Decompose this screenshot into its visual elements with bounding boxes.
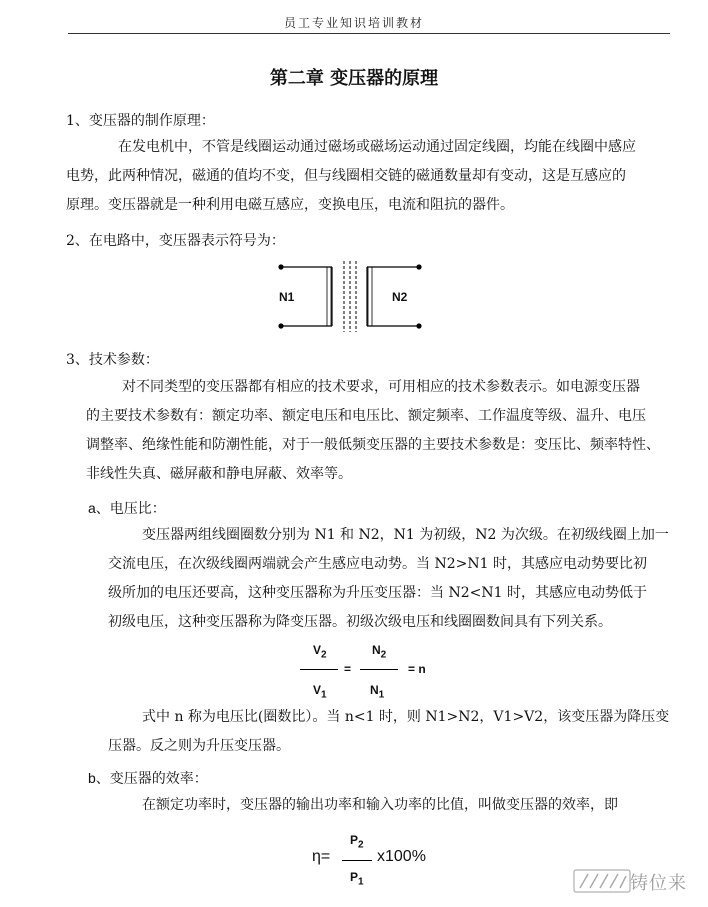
- terminal-dot: [416, 264, 421, 269]
- paragraph-line: 对不同类型的变压器都有相应的技术要求，可用相应的技术参数表示。如电源变压器: [122, 379, 640, 395]
- paragraph-line: 初级电压，这种变压器称为降变压器。初级次级电压和线圈圈数间具有下列关系。: [108, 614, 612, 630]
- paragraph-line: 在发电机中，不管是线圈运动通过磁场或磁场运动通过固定线圈，均能在线圈中感应: [118, 139, 636, 155]
- terminal-dot: [416, 323, 421, 328]
- formula-p2: $P_2$: [350, 833, 364, 851]
- subsection-a-explanation: [108, 703, 678, 761]
- section-3-heading: 3、技术参数：: [66, 352, 159, 368]
- header-rule: [68, 33, 670, 34]
- winding-label-n1: N1: [279, 290, 295, 304]
- fraction-bar: [300, 669, 338, 670]
- formula-n2: $N_2$: [372, 643, 387, 661]
- paragraph-line: 电势，此两种情况，磁通的值均不变，但与线圈相交链的磁通数量却有变动，这是互感应的: [66, 168, 626, 184]
- paragraph-line: 原理。变压器就是一种利用电磁互感应，变换电压，电流和阻抗的器件。: [66, 197, 514, 213]
- fraction-bar: [342, 860, 372, 861]
- fraction-bar: [360, 669, 398, 670]
- subsection-a-heading: a、电压比：: [88, 500, 166, 516]
- subsection-b-line: 在额定功率时，变压器的输出功率和输入功率的比值，叫做变压器的效率，即: [142, 797, 618, 813]
- formula-v1: $V_1$: [313, 683, 327, 701]
- formula-eta: η=: [312, 848, 331, 865]
- subsection-b-heading: b、变压器的效率：: [88, 770, 208, 786]
- formula-p1: $P_1$: [350, 870, 364, 888]
- paragraph-line: 的主要技术参数有：额定功率、额定电压和电压比、额定频率、工作温度等级、温升、电压: [86, 408, 646, 424]
- paragraph-line: 交流电压，在次级线圈两端就会产生感应电动势。当 N2>N1 时，其感应电动势要比初: [108, 556, 647, 572]
- section-2-heading: 2、在电路中，变压器表示符号为：: [66, 233, 285, 249]
- section-1-heading: 1、变压器的制作原理：: [66, 113, 215, 129]
- formula-percent: x100%: [377, 848, 426, 865]
- chapter-title: 第二章 变压器的原理: [269, 68, 439, 89]
- formula-equals: =: [344, 662, 352, 676]
- formula-equals-n: = n: [408, 662, 426, 676]
- paragraph-line: 调整率、绝缘性能和防潮性能，对于一般低频变压器的主要技术参数是：变压比、频率特性、: [86, 437, 660, 453]
- watermark-text: 铸位来: [630, 873, 687, 894]
- section-1-body: [66, 133, 666, 220]
- terminal-dot: [278, 323, 283, 328]
- paragraph-line: 式中 n 称为电压比(圈数比）。当 n<1 时，则 N1>N2，V1>V2，该变压器为降压变: [142, 709, 670, 725]
- paragraph-line: 非线性失真、磁屏蔽和静电屏蔽、效率等。: [86, 466, 352, 482]
- subsection-a-body: [108, 521, 678, 637]
- page-header: 员工专业知识培训教材: [283, 16, 424, 30]
- paragraph-line: 级所加的电压还要高，这种变压器称为升压变压器：当 N2<N1 时，其感应电动势低于: [108, 585, 647, 601]
- formula-v2: $V_2$: [313, 643, 327, 661]
- watermark-logo-icon: [572, 866, 632, 896]
- paragraph-line: 压器。反之则为升压变压器。: [108, 738, 290, 754]
- paragraph-line: 变压器两组线圈圈数分别为 N1 和 N2，N1 为初级，N2 为次级。在初级线圈上加一: [142, 527, 669, 543]
- section-3-body: [86, 373, 676, 489]
- winding-label-n2: N2: [392, 290, 408, 304]
- formula-n1: $N_1$: [370, 683, 385, 701]
- transformer-symbol: [270, 258, 450, 334]
